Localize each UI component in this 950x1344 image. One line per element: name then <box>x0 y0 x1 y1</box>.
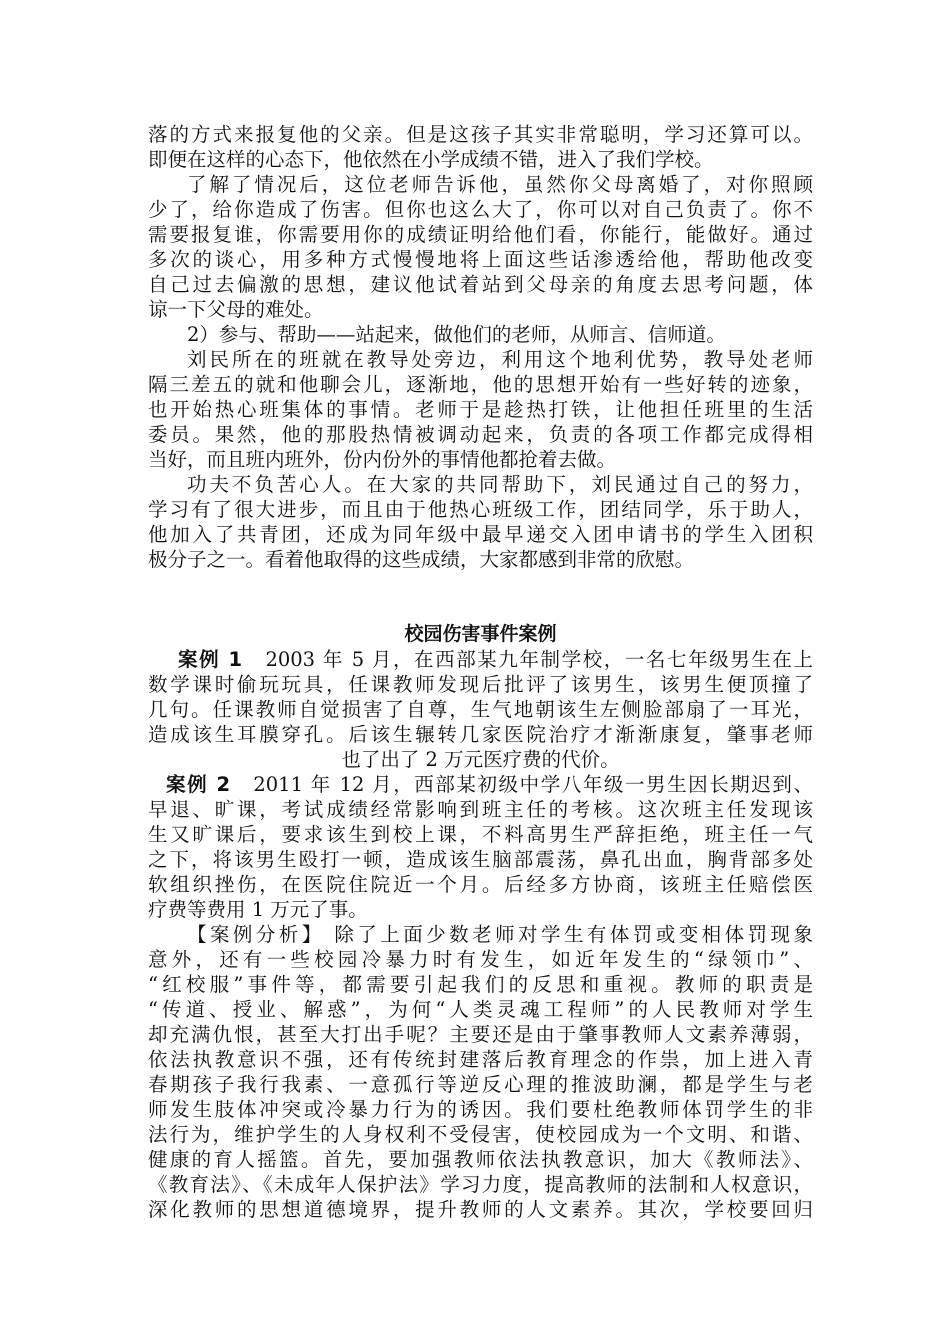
text-line: 他加入了共青团，还成为同年级中最早递交入团申请书的学生入团积 <box>148 523 813 546</box>
paragraph-5 <box>148 472 813 572</box>
text-line: 隔三差五的就和他聊会儿，逐渐地，他的思想开始有一些好转的迹象， <box>148 373 813 396</box>
analysis-first-line: 【案例分析】 除了上面少数老师对学生有体罚或变相体罚现象 <box>187 923 813 946</box>
case-1-label: 案例 1 <box>178 648 243 671</box>
text-line: 功夫不负苦心人。在大家的共同帮助下，刘民通过自己的努力， <box>187 473 813 496</box>
text-line: 少了，给你造成了伤害。但你也这么大了，你可以对自己负责了。你不 <box>148 198 813 221</box>
text-line: 委员。果然，他的那股热情被调动起来，负责的各项工作都完成得相 <box>148 423 813 446</box>
text-line: “传道、授业、解惑”，为何“人类灵魂工程师”的人民教师对学生 <box>148 998 813 1021</box>
text-line: 却充满仇恨，甚至大打出手呢？主要还是由于肇事教师人文素养薄弱， <box>148 1023 813 1046</box>
case-2-first-line <box>148 772 813 797</box>
text-line: 意外，还有一些校园冷暴力时有发生，如近年发生的“绿领巾”、 <box>148 948 813 971</box>
case-1 <box>148 647 813 772</box>
blank-line <box>148 572 813 597</box>
paragraph-4 <box>148 347 813 472</box>
text-line: 法行为，维护学生的人身权利不受侵害，使校园成为一个文明、和谐、 <box>148 1123 813 1146</box>
text-line: 造成该生耳膜穿孔。后该生辗转几家医院治疗才渐渐康复，肇事老师 <box>148 723 813 746</box>
paragraph-2 <box>148 172 813 322</box>
text-line: 早退、旷课，考试成绩经常影响到班主任的考核。这次班主任发现该 <box>148 798 813 821</box>
text-line: 师发生肢体冲突或冷暴力行为的诱因。我们要杜绝教师体罚学生的非 <box>148 1098 813 1121</box>
text-line: 疗费等费用 1 万元了事。 <box>148 898 368 921</box>
text-line: 《教育法》、《未成年人保护法》学习力度，提高教师的法制和人权意识， <box>148 1173 813 1196</box>
text-line: 也了出了 2 万元医疗费的代价。 <box>341 748 620 771</box>
document-body <box>148 122 813 1222</box>
section-title: 校园伤害事件案例 <box>404 623 557 645</box>
text-line: 几句。任课教师自觉损害了自尊，生气地朝该生左侧脸部扇了一耳光， <box>148 698 813 721</box>
text-line: 谅一下父母的难处。 <box>148 298 324 321</box>
paragraph-1 <box>148 122 813 172</box>
case-2-label: 案例 2 <box>166 773 231 796</box>
case-analysis <box>148 922 813 1222</box>
case-2 <box>148 772 813 922</box>
text-line: 生又旷课后，要求该生到校上课，不料高男生严辞拒绝，班主任一气 <box>148 823 813 846</box>
text-line: “红校服”事件等，都需要引起我们的反思和重视。教师的职责是 <box>148 973 813 996</box>
text-line: 自己过去偏激的思想，建议他试着站到父母亲的角度去思考问题，体 <box>148 273 813 296</box>
text-line: 2）参与、帮助——站起来，做他们的老师，从师言、信师道。 <box>187 323 726 346</box>
text-line: 多次的谈心，用多种方式慢慢地将上面这些话渗透给他，帮助他改变 <box>148 248 813 271</box>
text-line: 当好，而且班内班外，份内份外的事情他都抢着去做。 <box>148 448 617 471</box>
text-line: 春期孩子我行我素、一意孤行等逆反心理的推波助澜，都是学生与老 <box>148 1073 813 1096</box>
blank-line <box>148 597 813 622</box>
text-line: 刘民所在的班就在教导处旁边，利用这个地利优势，教导处老师 <box>187 348 813 371</box>
case-1-text: 2003 年 5 月，在西部某九年制学校，一名七年级男生在上 <box>265 648 813 671</box>
text-line: 依法执教意识不强，还有传统封建落后教育理念的作祟，加上进入青 <box>148 1048 813 1071</box>
text-line: 深化教师的思想道德境界，提升教师的人文素养。其次，学校要回归 <box>148 1198 813 1221</box>
text-line: 学习有了很大进步，而且由于他热心班级工作，团结同学，乐于助人， <box>148 498 813 521</box>
text-line: 即便在这样的心态下，他依然在小学成绩不错，进入了我们学校。 <box>148 148 714 171</box>
text-line: 极分子之一。看着他取得的这些成绩，大家都感到非常的欣慰。 <box>148 548 695 571</box>
text-line: 之下，将该男生殴打一顿，造成该生脑部震荡，鼻孔出血，胸背部多处 <box>148 848 813 871</box>
text-line: 健康的育人摇篮。首先，要加强教师依法执教意识，加大《教师法》、 <box>148 1148 813 1171</box>
text-line: 软组织挫伤，在医院住院近一个月。后经多方协商，该班主任赔偿医 <box>148 873 813 896</box>
text-line: 需要报复谁，你需要用你的成绩证明给他们看，你能行，能做好。通过 <box>148 223 813 246</box>
text-line: 也开始热心班集体的事情。老师于是趁热打铁，让他担任班里的生活 <box>148 398 813 421</box>
text-line: 落的方式来报复他的父亲。但是这孩子其实非常聪明，学习还算可以。 <box>148 123 813 146</box>
paragraph-3 <box>148 322 813 347</box>
case-2-text: 2011 年 12 月，西部某初级中学八年级一男生因长期迟到、 <box>253 773 813 796</box>
case-1-first-line <box>148 647 813 672</box>
text-line: 数学课时偷玩玩具，任课教师发现后批评了该男生，该男生便顶撞了 <box>148 673 813 696</box>
text-line: 了解了情况后，这位老师告诉他，虽然你父母离婚了，对你照顾 <box>187 173 813 196</box>
